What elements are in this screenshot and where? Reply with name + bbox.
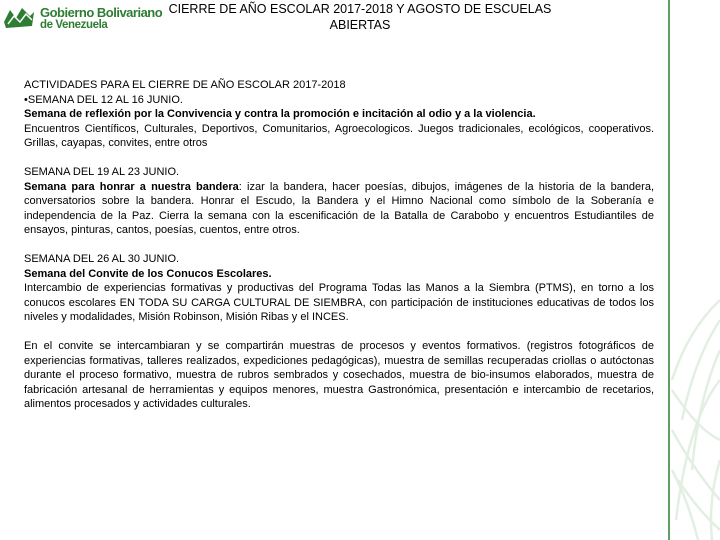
section-week-2 xyxy=(24,165,654,238)
logo-line-1: Gobierno Bolivariano xyxy=(40,5,163,20)
logo-line-2: de Venezuela xyxy=(40,19,108,31)
section-week-1 xyxy=(24,93,654,151)
week-body: Encuentros Científicos, Culturales, Deportivos, Comunitarios, Agroecologicos. Juegos tradicionales, ecológicos, cooperativos. Grillas, cayapas, convites, entre otros xyxy=(24,122,654,150)
week-body: : izar la bandera, hacer poesías, dibujos, imágenes de la historia de la bandera, conversatorios sobre la bandera. Honrar el Escudo, la Bandera y el Himno Nacional como símbolo de la Soberanía e independencia de la Paz. Cierra la semana con la escenificación de la Batalla de Carabobo y encuentros Estudiantiles de ensayos, pinturas, cantos, poesías, cuentos, entre otros. xyxy=(24,180,655,237)
week-title: SEMANA DEL 19 AL 23 JUNIO. xyxy=(24,165,180,178)
week-body: Intercambio de experiencias formativas y productivas del Programa Todas las Manos a la Siembra (PTMS), en torno a los conucos escolares EN TODA SU CARGA CULTURAL DE SIEMBRA, con participación de instituciones educativas de todos los niveles y modalidades, Misión Robinson, Misión Ribas y el INCES. xyxy=(24,282,654,324)
section-week-3 xyxy=(24,252,654,325)
decorative-border-pattern xyxy=(668,0,720,540)
gobierno-logo xyxy=(2,2,163,32)
week-subtitle: Semana para honrar a nuestra bandera xyxy=(24,180,239,193)
week-subtitle: Semana de reflexión por la Convivencia y contra la promoción e incitación al odio y a la violencia. xyxy=(24,108,536,121)
venezuela-logo-icon xyxy=(2,4,36,30)
page-title-line-1: CIERRE DE AÑO ESCOLAR 2017-2018 Y AGOSTO DE ESCUELAS xyxy=(168,2,552,16)
week-subtitle: Semana del Convite de los Conucos Escolares. xyxy=(24,267,272,280)
closing-paragraph: En el convite se intercambiaran y se compartirán muestras de procesos y eventos formativos. (registros fotográficos de experiencias formativas, talleres realizados, expediciones pedagógicas), muestra de semillas recuperadas criollas o autóctonas durante el proceso formativo, muestra de rubros sembrados y cosechados, muestra de bio-insumos elaborados, muestra de fabricación artesanal de herramientas y equipos menores, muestra Gastronómica, presentación e intercambio de recetarios, alimentos procesados y actividades culturales. xyxy=(24,339,654,411)
week-body-combined xyxy=(24,180,654,238)
week-title: SEMANA DEL 26 AL 30 JUNIO. xyxy=(24,252,180,265)
activities-heading: ACTIVIDADES PARA EL CIERRE DE AÑO ESCOLAR 2017-2018 xyxy=(24,79,346,91)
page-title xyxy=(150,1,570,33)
document-body xyxy=(24,78,654,412)
week-title: •SEMANA DEL 12 AL 16 JUNIO. xyxy=(24,93,183,106)
page-title-line-2: ABIERTAS xyxy=(329,18,391,32)
